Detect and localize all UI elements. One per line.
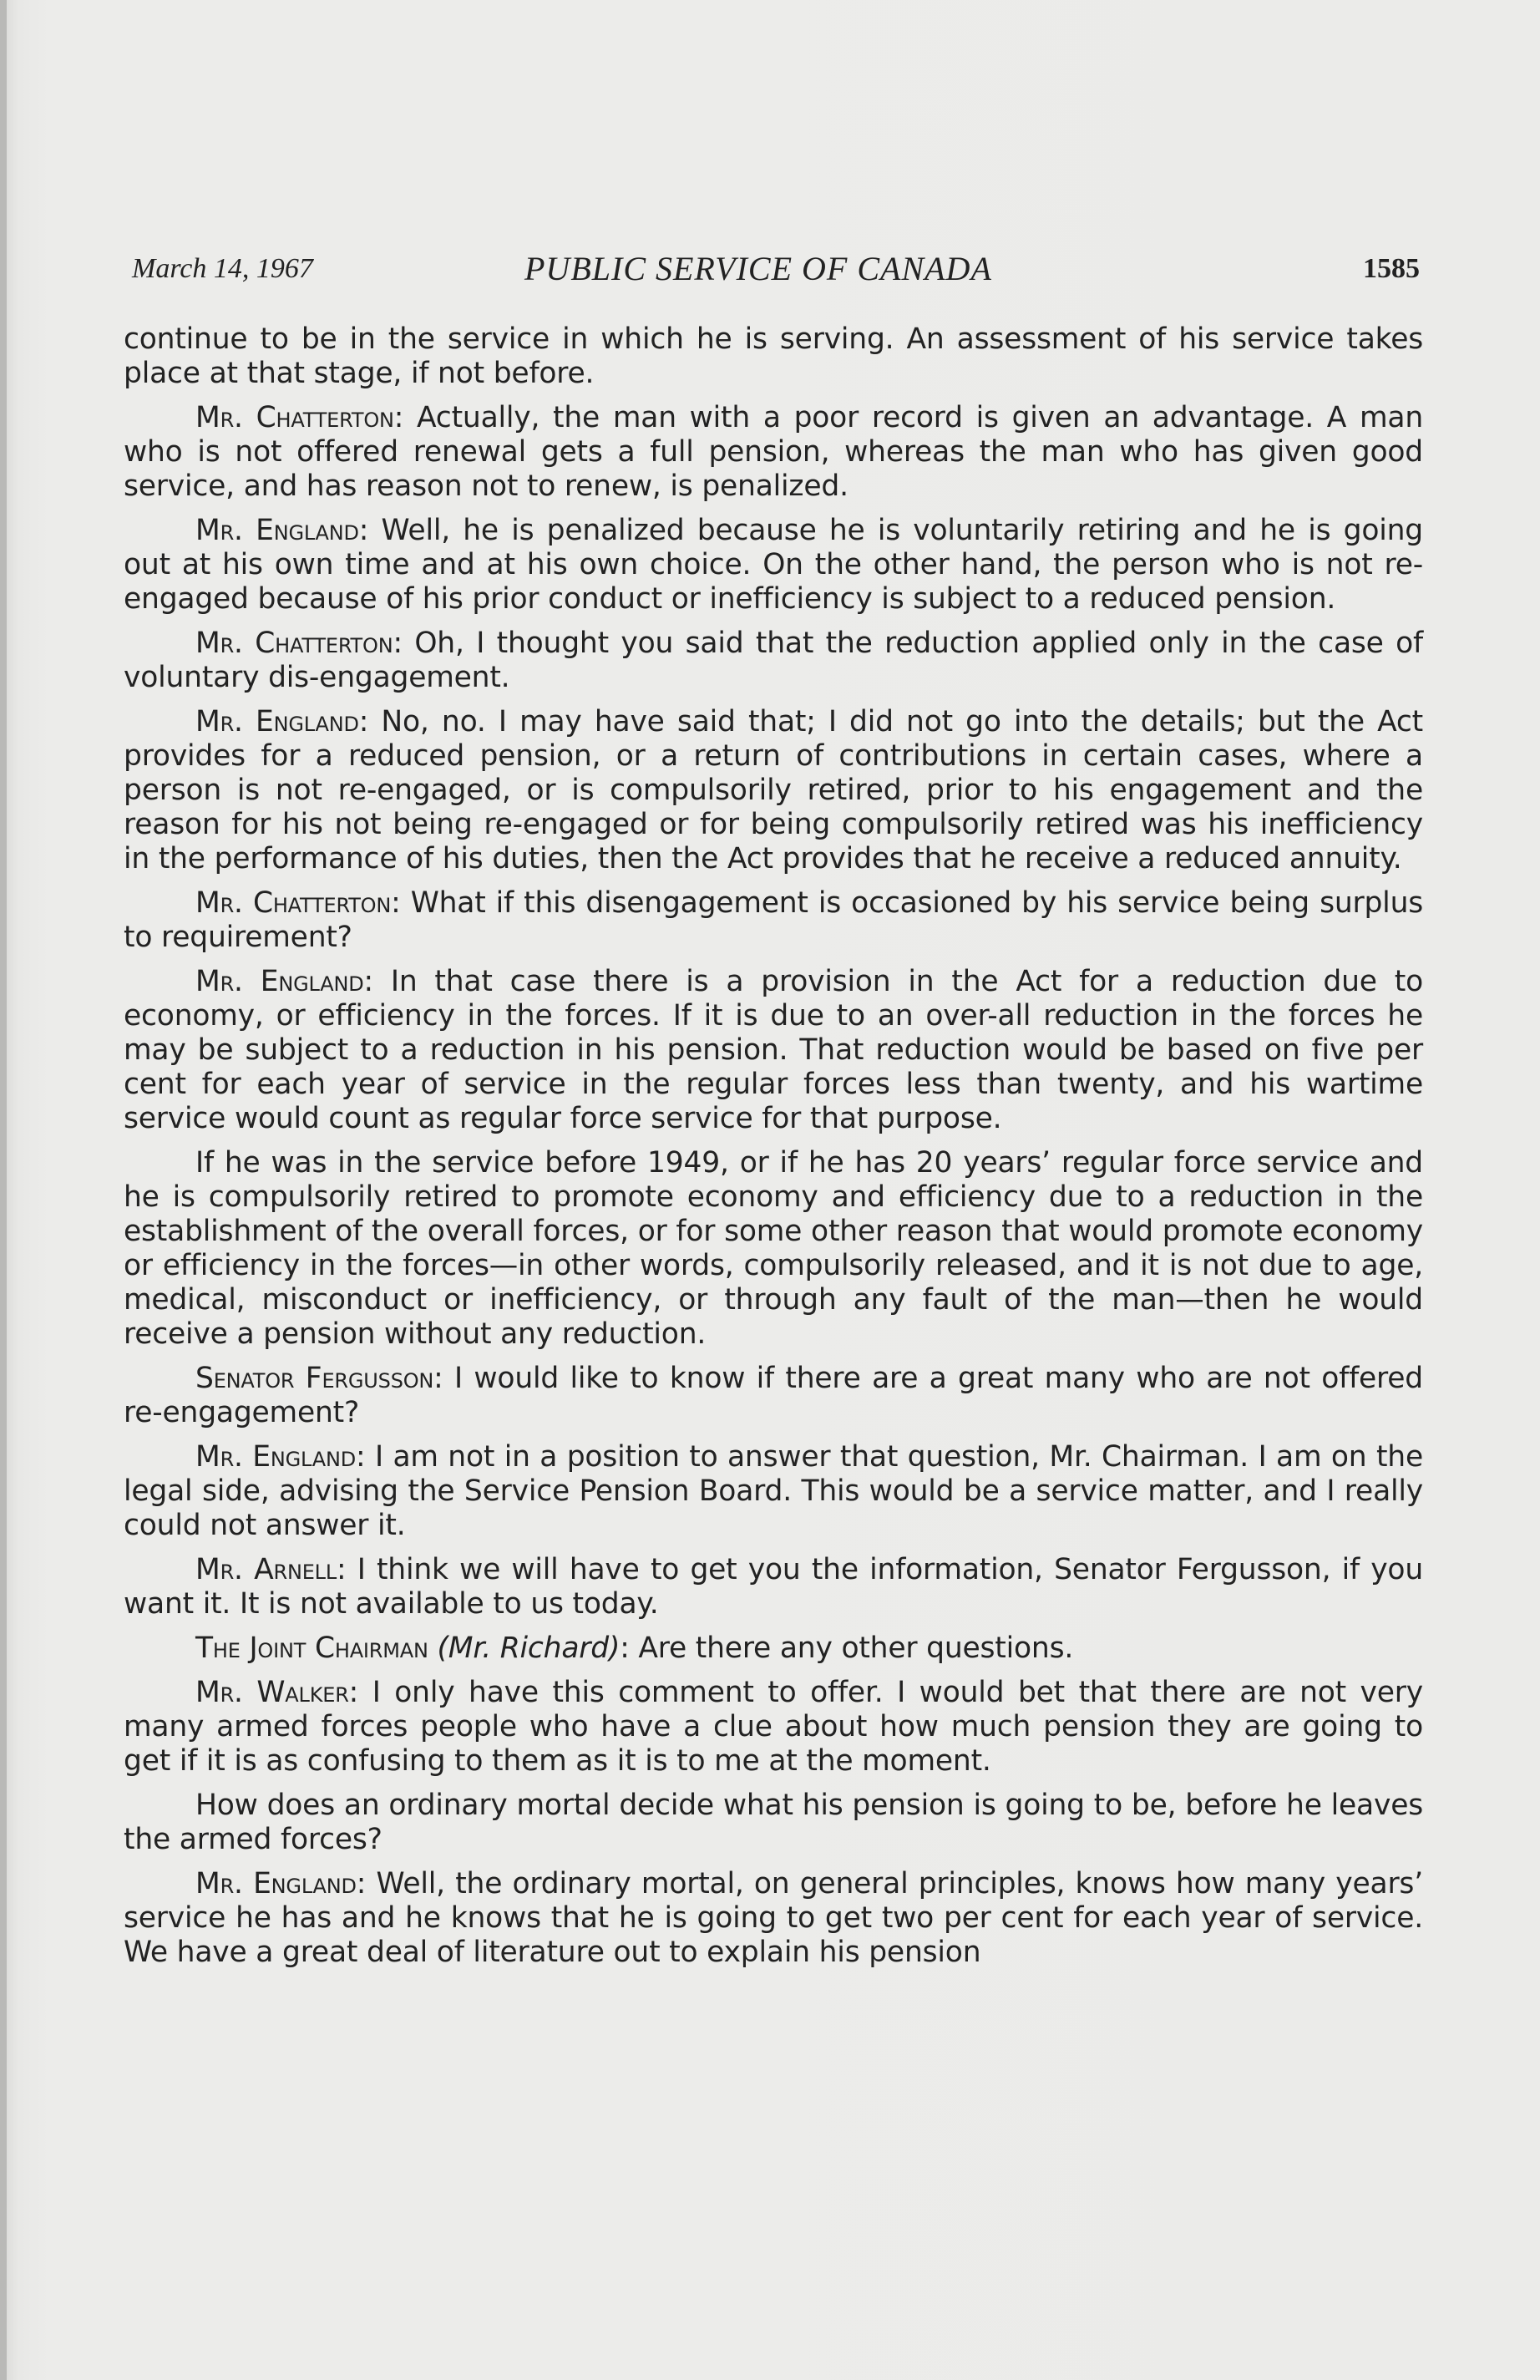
paragraph: The Joint Chairman (Mr. Richard): Are there any other questions.: [195, 1631, 1074, 1665]
speaker-name: Mr. England:: [195, 1867, 367, 1900]
paragraph: Mr. Walker: I only have this comment to offer. I would bet that there are not very many armed forces people who have a clue about how much pension they are going to get if it is as confusing to them as it is to me at the moment.: [124, 1676, 1424, 1778]
page-spine: [0, 0, 7, 2380]
paragraph: Mr. England: Well, the ordinary mortal, on general principles, knows how many years’ service he has and he knows that he is going to get two per cent for each year of service. We have a great deal of literature out to explain his pension: [124, 1867, 1423, 1969]
paragraph: Mr. England: Well, he is penalized because he is voluntarily retiring and he is going out at his own time and at his own choice. On the other hand, the person who is not re-engaged because of his prior conduct or inefficiency is subject to a reduced pension.: [124, 514, 1423, 616]
header-title: PUBLIC SERVICE OF CANADA: [524, 250, 992, 287]
paragraph: Senator Fergusson: I would like to know if there are a great many who are not offered re-engagement?: [124, 1362, 1423, 1429]
paragraph: Mr. Chatterton: Oh, I thought you said that the reduction applied only in the case of voluntary dis-engagement.: [124, 627, 1423, 694]
speaker-name: Mr. Arnell:: [195, 1553, 347, 1586]
paragraph: Mr. Chatterton: What if this disengagement is occasioned by his service being surplus to requirement?: [124, 886, 1424, 954]
paragraph: Mr. England: I am not in a position to answer that question, Mr. Chairman. I am on the legal side, advising the Service Pension Board. This would be a service matter, and I really could not answer it.: [124, 1440, 1423, 1542]
paragraph: Mr. Chatterton: Actually, the man with a poor record is given an advantage. A man who is not offered renewal gets a full pension, whereas the man who has given good service, and has reason not to renew, is penalized.: [124, 401, 1423, 503]
header-date: March 14, 1967: [132, 253, 313, 284]
speaker-name: Mr. Chatterton:: [195, 627, 403, 660]
speaker-name: Mr. England:: [195, 965, 373, 998]
speaker-name: Senator Fergusson:: [195, 1362, 443, 1395]
speaker-name: Mr. England:: [195, 1440, 366, 1474]
speaker-qualifier: (Mr. Richard): [437, 1631, 621, 1665]
speaker-name: The Joint Chairman: [195, 1631, 428, 1665]
running-header: [124, 247, 1420, 291]
speaker-name: Mr. Chatterton:: [195, 401, 404, 434]
paragraph: Mr. England: In that case there is a provision in the Act for a reduction due to economy, or efficiency in the forces. If it is due to an over-all reduction in the forces he may be subject to a reduction in his pension. That reduction would be based on five per cent for each year of service in the regular forces less than twenty, and his wartime service would count as regular force service for that purpose.: [124, 965, 1423, 1135]
page-number: 1585: [1363, 253, 1420, 284]
transcript-body: [124, 322, 1423, 1980]
speaker-name: Mr. England:: [195, 514, 369, 547]
speaker-name: Mr. Walker:: [195, 1676, 359, 1709]
paragraph: Mr. England: No, no. I may have said that; I did not go into the details; but the Act provides for a reduced pension, or a return of contributions in certain cases, where a person is not re-engaged, or is compulsorily retired, prior to his engagement and the reason for his not being re-engaged or for being compulsorily retired was his inefficiency in the performance of his duties, then the Act provides that he receive a reduced annuity.: [124, 705, 1423, 875]
paragraph: How does an ordinary mortal decide what his pension is going to be, before he leaves the armed forces?: [124, 1789, 1423, 1856]
paragraph: If he was in the service before 1949, or if he has 20 years’ regular force service and he is compulsorily retired to promote economy and efficiency due to a reduction in the establishment of the overall forces, or for some other reason that would promote economy or efficiency in the forces—in other words, compulsorily released, and it is not due to age, medical, misconduct or inefficiency, or through any fault of the man—then he would receive a pension without any reduction.: [124, 1146, 1423, 1351]
speaker-name: Mr. England:: [195, 705, 369, 738]
paragraph: Mr. Arnell: I think we will have to get you the information, Senator Fergusson, if you want it. It is not available to us today.: [124, 1553, 1423, 1621]
paragraph: continue to be in the service in which he is serving. An assessment of his service takes place at that stage, if not before.: [124, 322, 1423, 390]
speaker-name: Mr. Chatterton:: [195, 886, 401, 920]
